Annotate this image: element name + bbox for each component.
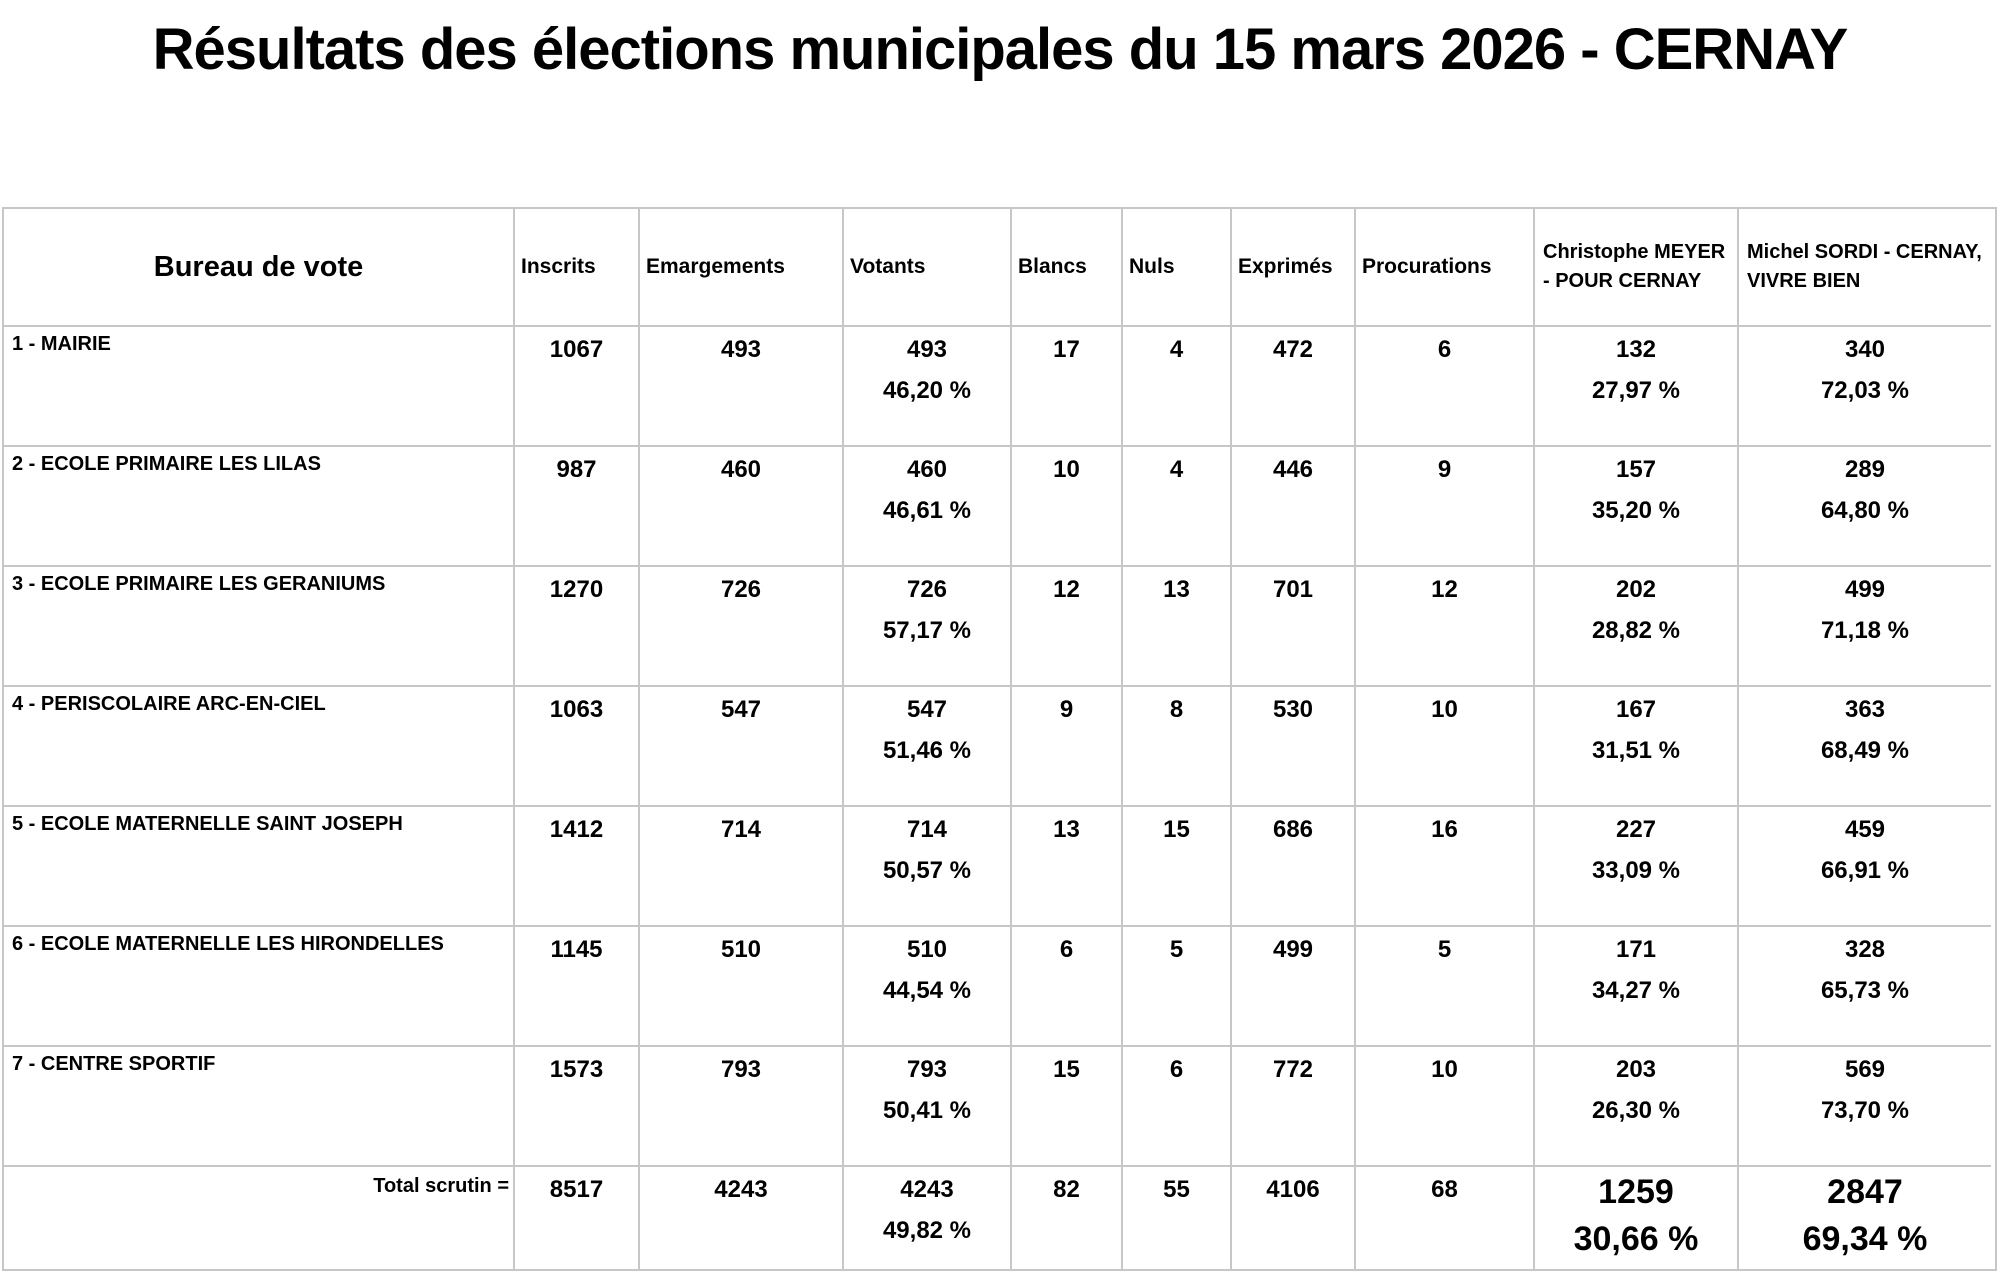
table-row [4,325,1995,445]
total-inscrits: 8517 [513,1165,638,1269]
header-emargements: Emargements [638,209,842,325]
table-row [4,565,1995,685]
cell-votants: 793 50,41 % [842,1045,1010,1165]
cell-exprimes: 446 [1230,445,1354,565]
total-procurations: 68 [1354,1165,1533,1269]
cell-emargements: 493 [638,325,842,445]
cell-sordi: 499 71,18 % [1737,565,1991,685]
table-row [4,925,1995,1045]
cell-inscrits: 1270 [513,565,638,685]
header-inscrits: Inscrits [513,209,638,325]
cell-procurations: 9 [1354,445,1533,565]
cell-meyer: 157 35,20 % [1533,445,1737,565]
cell-bureau-name: 3 - ECOLE PRIMAIRE LES GERANIUMS [4,565,513,685]
page-title: Résultats des élections municipales du 15 mars 2026 - CERNAY [152,17,1848,82]
cell-inscrits: 1063 [513,685,638,805]
cell-blancs: 15 [1010,1045,1121,1165]
cell-votants: 493 46,20 % [842,325,1010,445]
cell-inscrits: 1573 [513,1045,638,1165]
cell-inscrits: 1412 [513,805,638,925]
cell-exprimes: 686 [1230,805,1354,925]
cell-blancs: 6 [1010,925,1121,1045]
results-table [2,207,1997,1271]
total-nuls: 55 [1121,1165,1230,1269]
header-blancs: Blancs [1010,209,1121,325]
cell-emargements: 510 [638,925,842,1045]
cell-emargements: 460 [638,445,842,565]
cell-nuls: 4 [1121,445,1230,565]
cell-votants: 714 50,57 % [842,805,1010,925]
cell-inscrits: 1145 [513,925,638,1045]
cell-emargements: 714 [638,805,842,925]
cell-votants: 510 44,54 % [842,925,1010,1045]
cell-meyer: 202 28,82 % [1533,565,1737,685]
total-blancs: 82 [1010,1165,1121,1269]
total-sordi: 2847 69,34 % [1737,1165,1991,1269]
cell-sordi: 459 66,91 % [1737,805,1991,925]
cell-inscrits: 987 [513,445,638,565]
header-nuls: Nuls [1121,209,1230,325]
cell-exprimes: 530 [1230,685,1354,805]
table-row [4,685,1995,805]
cell-exprimes: 499 [1230,925,1354,1045]
cell-emargements: 726 [638,565,842,685]
cell-bureau-name: 6 - ECOLE MATERNELLE LES HIRONDELLES [4,925,513,1045]
cell-procurations: 10 [1354,1045,1533,1165]
cell-nuls: 5 [1121,925,1230,1045]
cell-procurations: 10 [1354,685,1533,805]
table-header-row [4,209,1995,325]
cell-votants: 547 51,46 % [842,685,1010,805]
header-candidate-meyer: Christophe MEYER - POUR CERNAY [1533,209,1737,325]
header-bureau-de-vote: Bureau de vote [153,250,364,283]
cell-procurations: 5 [1354,925,1533,1045]
cell-bureau-name: 7 - CENTRE SPORTIF [4,1045,513,1165]
total-votants: 4243 49,82 % [842,1165,1010,1269]
cell-blancs: 10 [1010,445,1121,565]
cell-meyer: 203 26,30 % [1533,1045,1737,1165]
cell-meyer: 132 27,97 % [1533,325,1737,445]
total-meyer: 1259 30,66 % [1533,1165,1737,1269]
cell-meyer: 167 31,51 % [1533,685,1737,805]
cell-nuls: 8 [1121,685,1230,805]
cell-inscrits: 1067 [513,325,638,445]
header-votants: Votants [842,209,1010,325]
header-procurations: Procurations [1354,209,1533,325]
cell-emargements: 793 [638,1045,842,1165]
cell-meyer: 171 34,27 % [1533,925,1737,1045]
header-candidate-sordi: Michel SORDI - CERNAY, VIVRE BIEN [1737,209,1991,325]
cell-sordi: 289 64,80 % [1737,445,1991,565]
total-label: Total scrutin = [4,1165,513,1269]
cell-bureau-name: 5 - ECOLE MATERNELLE SAINT JOSEPH [4,805,513,925]
cell-exprimes: 772 [1230,1045,1354,1165]
cell-meyer: 227 33,09 % [1533,805,1737,925]
cell-votants: 726 57,17 % [842,565,1010,685]
cell-exprimes: 701 [1230,565,1354,685]
cell-nuls: 13 [1121,565,1230,685]
cell-blancs: 13 [1010,805,1121,925]
cell-exprimes: 472 [1230,325,1354,445]
cell-bureau-name: 2 - ECOLE PRIMAIRE LES LILAS [4,445,513,565]
cell-procurations: 16 [1354,805,1533,925]
table-row [4,1045,1995,1165]
cell-blancs: 12 [1010,565,1121,685]
table-row [4,805,1995,925]
cell-sordi: 328 65,73 % [1737,925,1991,1045]
total-emargements: 4243 [638,1165,842,1269]
cell-nuls: 15 [1121,805,1230,925]
table-total-row [4,1165,1995,1269]
cell-bureau-name: 4 - PERISCOLAIRE ARC-EN-CIEL [4,685,513,805]
cell-blancs: 17 [1010,325,1121,445]
cell-sordi: 340 72,03 % [1737,325,1991,445]
cell-votants: 460 46,61 % [842,445,1010,565]
cell-nuls: 4 [1121,325,1230,445]
cell-sordi: 569 73,70 % [1737,1045,1991,1165]
cell-blancs: 9 [1010,685,1121,805]
header-exprimes: Exprimés [1230,209,1354,325]
cell-emargements: 547 [638,685,842,805]
total-exprimes: 4106 [1230,1165,1354,1269]
cell-sordi: 363 68,49 % [1737,685,1991,805]
cell-bureau-name: 1 - MAIRIE [4,325,513,445]
cell-procurations: 6 [1354,325,1533,445]
cell-procurations: 12 [1354,565,1533,685]
cell-nuls: 6 [1121,1045,1230,1165]
table-row [4,445,1995,565]
